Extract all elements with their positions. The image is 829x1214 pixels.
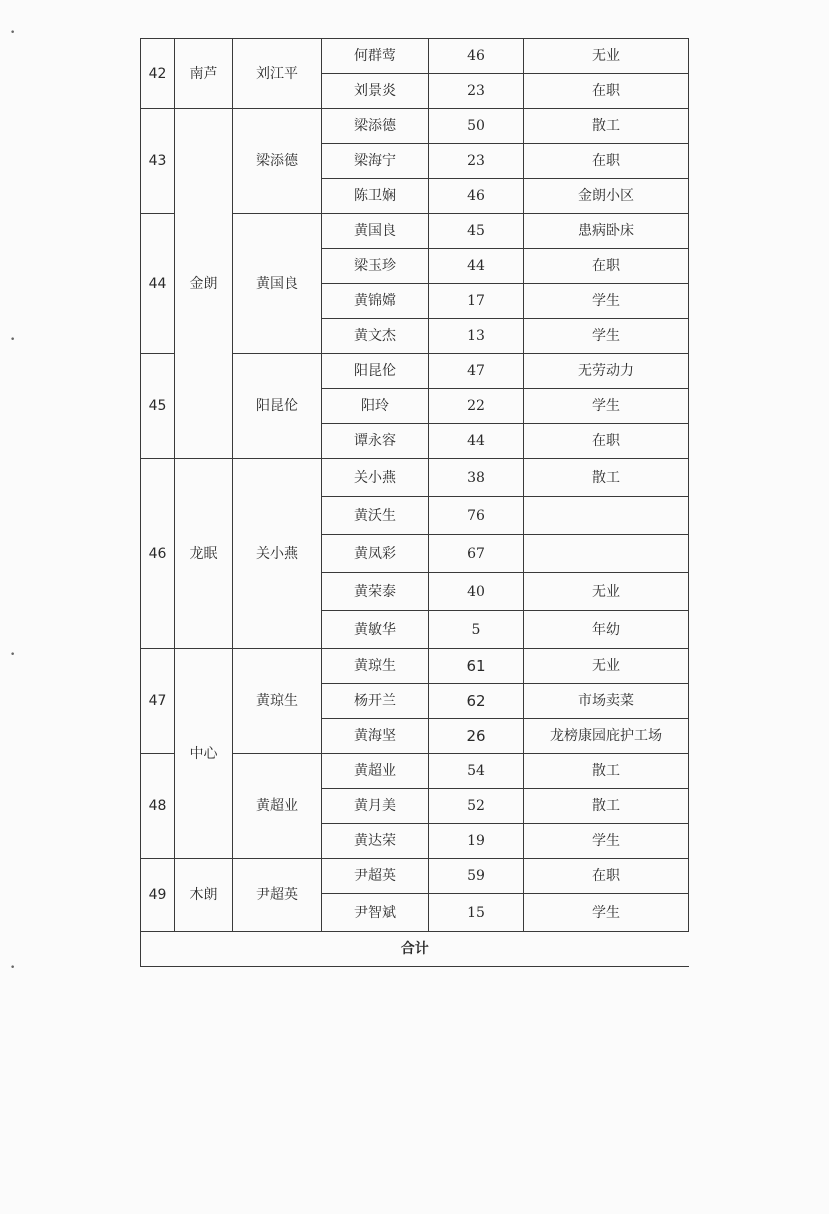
table-row <box>141 459 689 497</box>
member-status: 在职 <box>524 859 689 894</box>
member-status: 患病卧床 <box>524 214 689 249</box>
member-status <box>524 535 689 573</box>
member-age: 38 <box>429 459 524 497</box>
member-status <box>524 497 689 535</box>
village-name: 龙眠 <box>175 459 233 649</box>
member-age: 46 <box>429 39 524 74</box>
household-head: 关小燕 <box>233 459 322 649</box>
member-name: 刘景炎 <box>322 74 429 109</box>
member-status: 在职 <box>524 74 689 109</box>
member-status: 无劳动力 <box>524 354 689 389</box>
member-status: 学生 <box>524 389 689 424</box>
member-name: 关小燕 <box>322 459 429 497</box>
member-status: 学生 <box>524 894 689 932</box>
member-age: 61 <box>429 649 524 684</box>
member-status: 龙榜康园庇护工场 <box>524 719 689 754</box>
member-age: 44 <box>429 424 524 459</box>
member-name: 黄敏华 <box>322 611 429 649</box>
member-age: 40 <box>429 573 524 611</box>
member-name: 黄国良 <box>322 214 429 249</box>
member-name: 黄锦嫦 <box>322 284 429 319</box>
member-name: 阳昆伦 <box>322 354 429 389</box>
village-name: 木朗 <box>175 859 233 932</box>
household-head: 黄琼生 <box>233 649 322 754</box>
household-number: 49 <box>141 859 175 932</box>
village-name: 中心 <box>175 649 233 859</box>
member-age: 22 <box>429 389 524 424</box>
household-head: 阳昆伦 <box>233 354 322 459</box>
member-age: 19 <box>429 824 524 859</box>
household-number: 45 <box>141 354 175 459</box>
household-number: 44 <box>141 214 175 354</box>
table-row <box>141 39 689 74</box>
binding-hole-mark: • <box>10 335 16 345</box>
member-status: 无业 <box>524 649 689 684</box>
member-age: 17 <box>429 284 524 319</box>
binding-hole-mark: • <box>10 650 16 660</box>
member-name: 梁玉珍 <box>322 249 429 284</box>
member-age: 67 <box>429 535 524 573</box>
household-head: 梁添德 <box>233 109 322 214</box>
member-name: 何群莺 <box>322 39 429 74</box>
member-name: 谭永容 <box>322 424 429 459</box>
member-status: 在职 <box>524 144 689 179</box>
member-name: 黄凤彩 <box>322 535 429 573</box>
member-age: 13 <box>429 319 524 354</box>
village-name: 南芦 <box>175 39 233 109</box>
member-age: 26 <box>429 719 524 754</box>
member-age: 15 <box>429 894 524 932</box>
table-row <box>141 859 689 894</box>
member-status: 无业 <box>524 39 689 74</box>
member-name: 阳玲 <box>322 389 429 424</box>
household-number: 42 <box>141 39 175 109</box>
total-row <box>141 932 689 967</box>
household-number: 46 <box>141 459 175 649</box>
member-status: 在职 <box>524 249 689 284</box>
member-status: 散工 <box>524 459 689 497</box>
household-number: 43 <box>141 109 175 214</box>
household-head: 黄国良 <box>233 214 322 354</box>
household-roster-table <box>140 38 689 967</box>
village-name: 金朗 <box>175 109 233 459</box>
binding-hole-mark: • <box>10 963 16 973</box>
member-age: 59 <box>429 859 524 894</box>
member-status: 学生 <box>524 284 689 319</box>
member-age: 45 <box>429 214 524 249</box>
member-name: 尹智斌 <box>322 894 429 932</box>
member-name: 梁添德 <box>322 109 429 144</box>
binding-hole-mark: • <box>10 28 16 38</box>
member-name: 黄荣泰 <box>322 573 429 611</box>
member-status: 在职 <box>524 424 689 459</box>
member-name: 黄文杰 <box>322 319 429 354</box>
member-age: 5 <box>429 611 524 649</box>
member-name: 梁海宁 <box>322 144 429 179</box>
member-age: 76 <box>429 497 524 535</box>
member-name: 黄达荣 <box>322 824 429 859</box>
member-status: 年幼 <box>524 611 689 649</box>
household-number: 48 <box>141 754 175 859</box>
member-name: 黄月美 <box>322 789 429 824</box>
table-row <box>141 109 689 144</box>
member-name: 黄琼生 <box>322 649 429 684</box>
member-age: 52 <box>429 789 524 824</box>
member-name: 黄海坚 <box>322 719 429 754</box>
member-status: 散工 <box>524 754 689 789</box>
member-age: 47 <box>429 354 524 389</box>
member-name: 尹超英 <box>322 859 429 894</box>
member-status: 散工 <box>524 789 689 824</box>
member-name: 陈卫娴 <box>322 179 429 214</box>
household-head: 刘江平 <box>233 39 322 109</box>
member-status: 市场卖菜 <box>524 684 689 719</box>
member-age: 46 <box>429 179 524 214</box>
member-status: 散工 <box>524 109 689 144</box>
member-name: 杨开兰 <box>322 684 429 719</box>
member-status: 无业 <box>524 573 689 611</box>
member-age: 23 <box>429 144 524 179</box>
member-age: 62 <box>429 684 524 719</box>
member-age: 44 <box>429 249 524 284</box>
household-head: 黄超业 <box>233 754 322 859</box>
household-head: 尹超英 <box>233 859 322 932</box>
household-number: 47 <box>141 649 175 754</box>
member-status: 学生 <box>524 319 689 354</box>
member-name: 黄超业 <box>322 754 429 789</box>
member-status: 金朗小区 <box>524 179 689 214</box>
member-name: 黄沃生 <box>322 497 429 535</box>
total-label: 合计 <box>141 932 689 967</box>
member-age: 54 <box>429 754 524 789</box>
member-age: 50 <box>429 109 524 144</box>
member-age: 23 <box>429 74 524 109</box>
member-status: 学生 <box>524 824 689 859</box>
table-row <box>141 649 689 684</box>
